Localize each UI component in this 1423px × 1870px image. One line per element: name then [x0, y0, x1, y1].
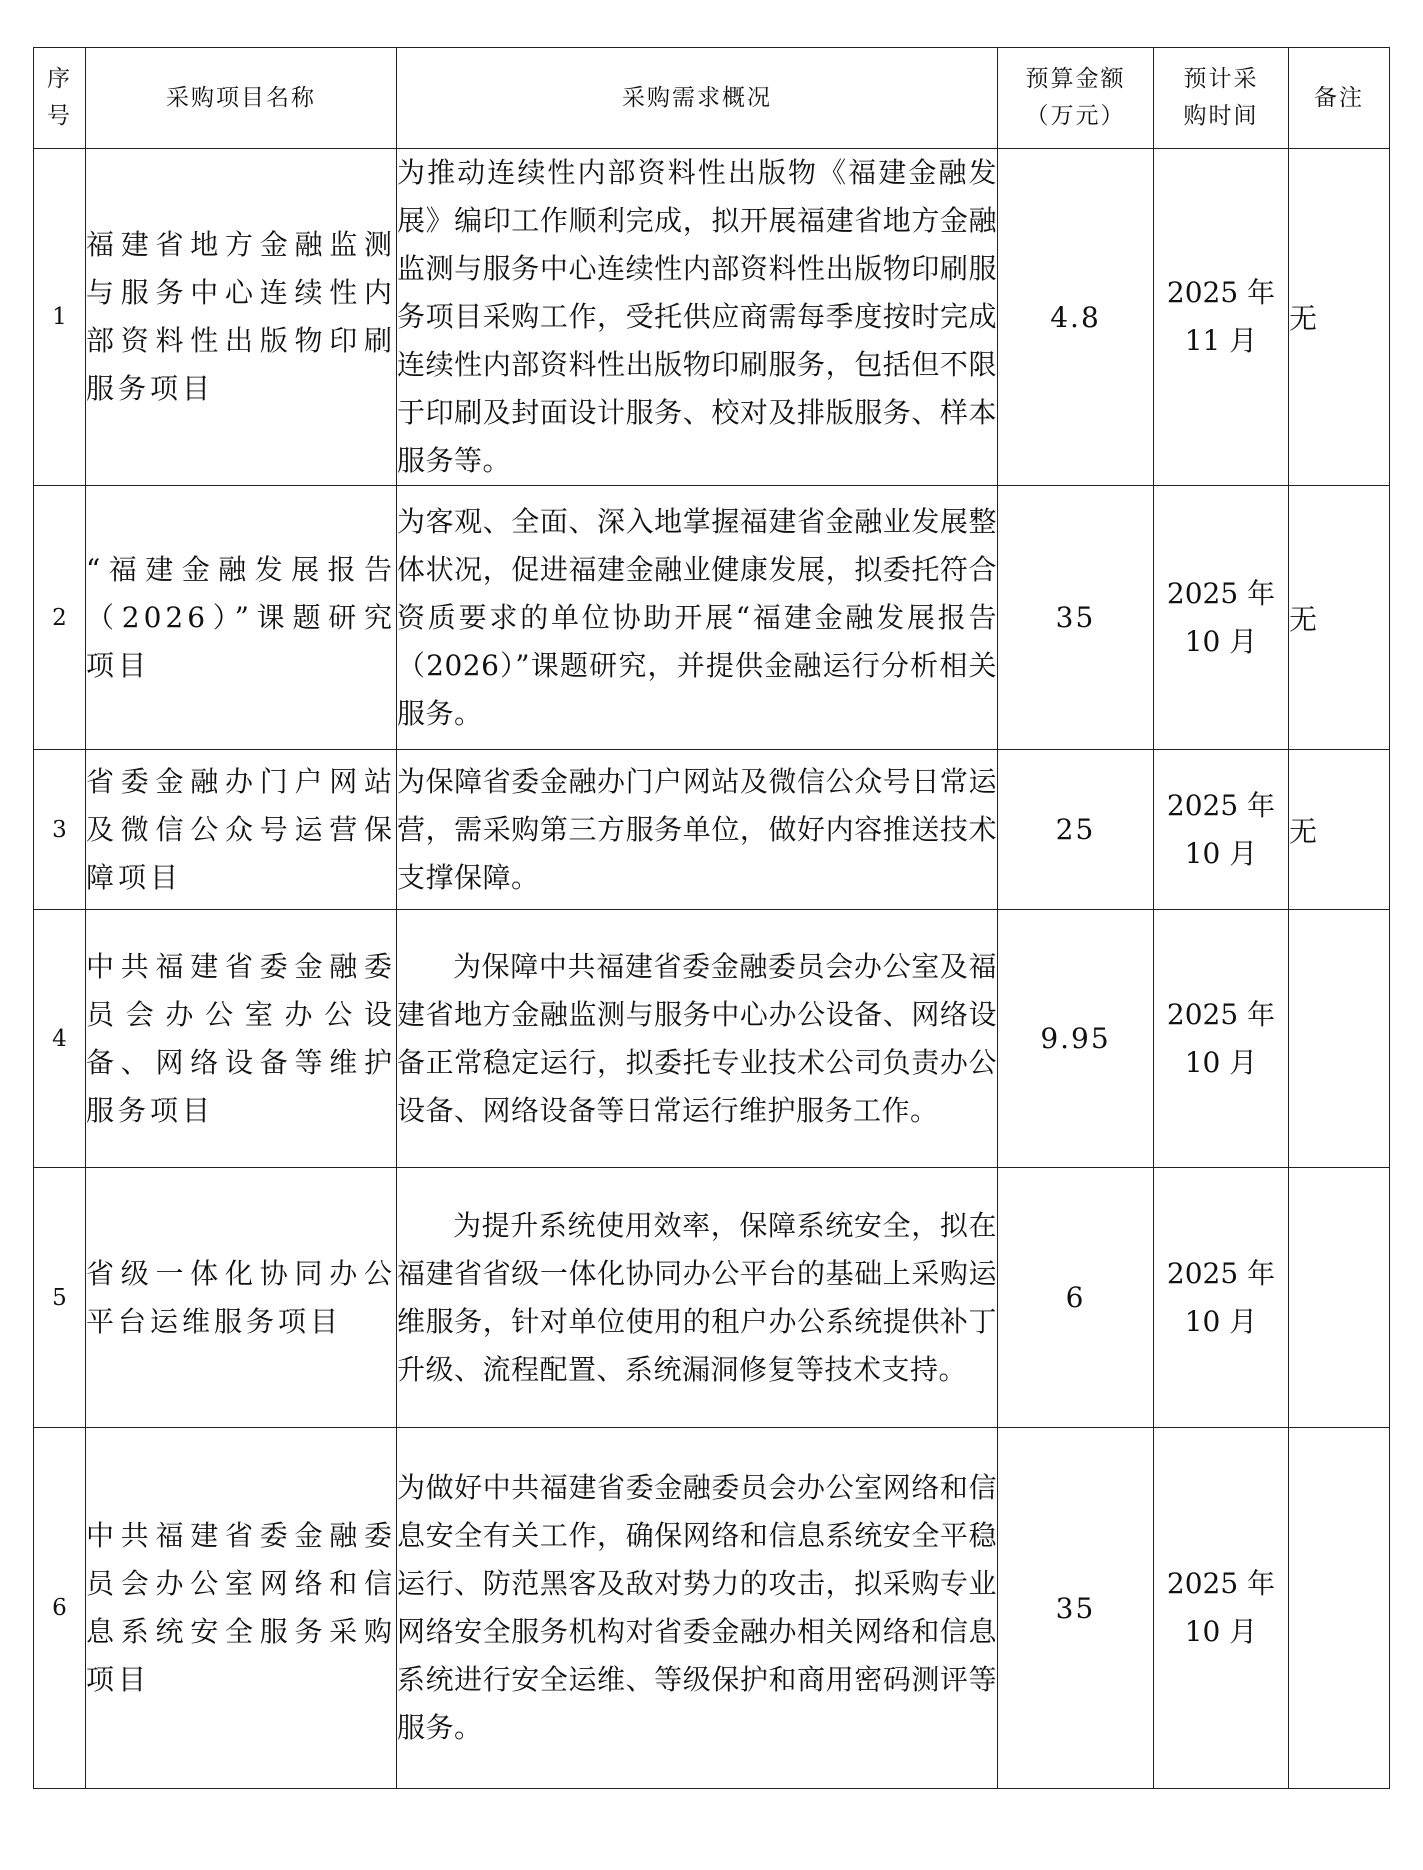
- header-no: 序 号: [34, 48, 86, 149]
- table-row: [34, 1428, 1390, 1789]
- row-budget: 35: [998, 1428, 1154, 1789]
- row-time: 2025 年 11 月: [1154, 149, 1289, 486]
- row-name: “福建金融发展报告（2026）”课题研究项目: [86, 486, 397, 750]
- header-budget: 预算金额 （万元）: [998, 48, 1154, 149]
- row-time: 2025 年 10 月: [1154, 1168, 1289, 1428]
- row-no: 1: [34, 149, 86, 486]
- row-desc: 为保障省委金融办门户网站及微信公众号日常运营，需采购第三方服务单位，做好内容推送技术支撑保障。: [397, 750, 998, 910]
- row-name: 中共福建省委金融委员会办公室网络和信息系统安全服务采购项目: [86, 1428, 397, 1789]
- row-budget: 25: [998, 750, 1154, 910]
- row-desc: 为保障中共福建省委金融委员会办公室及福建省地方金融监测与服务中心办公设备、网络设备正常稳定运行，拟委托专业技术公司负责办公设备、网络设备等日常运行维护服务工作。: [397, 910, 998, 1168]
- header-time: 预计采 购时间: [1154, 48, 1289, 149]
- table-row: [34, 750, 1390, 910]
- row-budget: 4.8: [998, 149, 1154, 486]
- row-budget: 9.95: [998, 910, 1154, 1168]
- row-name: 中共福建省委金融委员会办公室办公设备、网络设备等维护服务项目: [86, 910, 397, 1168]
- row-note: 无: [1289, 486, 1390, 750]
- row-budget: 6: [998, 1168, 1154, 1428]
- row-time: 2025 年 10 月: [1154, 1428, 1289, 1789]
- header-desc: 采购需求概况: [397, 48, 998, 149]
- row-no: 3: [34, 750, 86, 910]
- row-note: 无: [1289, 149, 1390, 486]
- row-name: 省委金融办门户网站及微信公众号运营保障项目: [86, 750, 397, 910]
- row-desc: 为推动连续性内部资料性出版物《福建金融发展》编印工作顺利完成，拟开展福建省地方金融监测与服务中心连续性内部资料性出版物印刷服务项目采购工作，受托供应商需每季度按时完成连续性内部资料性出版物印刷服务，包括但不限于印刷及封面设计服务、校对及排版服务、样本服务等。: [397, 149, 998, 486]
- procurement-table: [33, 47, 1390, 1789]
- row-time: 2025 年 10 月: [1154, 750, 1289, 910]
- table-row: [34, 910, 1390, 1168]
- row-no: 6: [34, 1428, 86, 1789]
- table-row: [34, 1168, 1390, 1428]
- row-note: [1289, 1428, 1390, 1789]
- row-name: 福建省地方金融监测与服务中心连续性内部资料性出版物印刷服务项目: [86, 149, 397, 486]
- table-row: [34, 486, 1390, 750]
- header-name: 采购项目名称: [86, 48, 397, 149]
- row-note: [1289, 910, 1390, 1168]
- row-time: 2025 年 10 月: [1154, 486, 1289, 750]
- row-note: [1289, 1168, 1390, 1428]
- row-time: 2025 年 10 月: [1154, 910, 1289, 1168]
- row-desc: 为提升系统使用效率，保障系统安全，拟在福建省省级一体化协同办公平台的基础上采购运维服务，针对单位使用的租户办公系统提供补丁升级、流程配置、系统漏洞修复等技术支持。: [397, 1168, 998, 1428]
- row-desc: 为客观、全面、深入地掌握福建省金融业发展整体状况，促进福建金融业健康发展，拟委托符合资质要求的单位协助开展“福建金融发展报告（2026）”课题研究，并提供金融运行分析相关服务。: [397, 486, 998, 750]
- row-no: 5: [34, 1168, 86, 1428]
- row-name: 省级一体化协同办公平台运维服务项目: [86, 1168, 397, 1428]
- row-no: 4: [34, 910, 86, 1168]
- row-note: 无: [1289, 750, 1390, 910]
- table-row: [34, 149, 1390, 486]
- row-no: 2: [34, 486, 86, 750]
- row-desc: 为做好中共福建省委金融委员会办公室网络和信息安全有关工作，确保网络和信息系统安全平稳运行、防范黑客及敌对势力的攻击，拟采购专业网络安全服务机构对省委金融办相关网络和信息系统进行安全运维、等级保护和商用密码测评等服务。: [397, 1428, 998, 1789]
- table-header-row: [34, 48, 1390, 149]
- header-note: 备注: [1289, 48, 1390, 149]
- row-budget: 35: [998, 486, 1154, 750]
